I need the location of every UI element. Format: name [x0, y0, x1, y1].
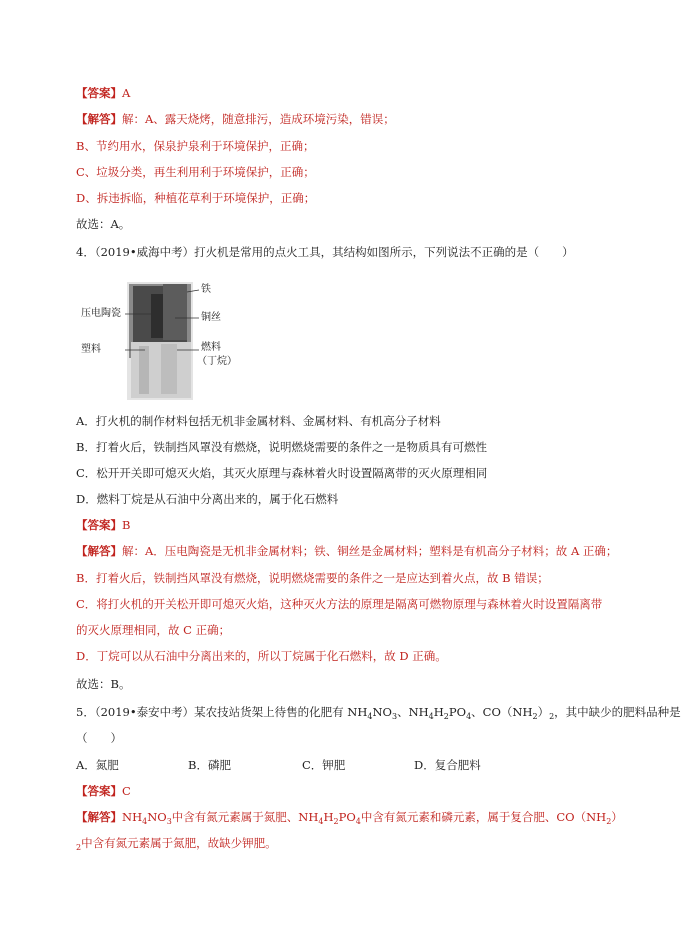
analysis-label: 【解答】	[76, 112, 122, 126]
analysis-label: 【解答】	[76, 810, 122, 824]
answer-label: 【答案】	[76, 86, 122, 100]
question-number: 4．	[76, 245, 95, 259]
question-text: 打火机是常用的点火工具，其结构如图所示，下列说法不正确的是（ ）	[194, 245, 574, 259]
q5-stem: 5．（2019•泰安中考）某农技站货架上待售的化肥有 $NH_4NO_3$、$NH_4H_2PO_4$、$CO(NH_2)_2$，其中缺少的肥料品种是	[76, 705, 681, 721]
question-source: （2019•泰安中考）	[94, 705, 195, 719]
q4-analysis-line-1: 【解答】解：A．压电陶瓷是无机非金属材料；铁、铜丝是金属材料；塑料是有机高分子材料；故 A 正确；	[76, 544, 618, 558]
q4-analysis-line-5: D．丁烷可以从石油中分离出来的，所以丁烷属于化石燃料，故 D 正确。	[76, 649, 447, 663]
q5-options	[76, 757, 481, 773]
answer-value: A	[122, 86, 131, 100]
q3-analysis-line-2: B、节约用水，保泉护泉利于环境保护，正确；	[76, 139, 315, 153]
q4-option-d: D．燃料丁烷是从石油中分离出来的，属于化石燃料	[76, 492, 339, 506]
label-copper-wire: 铜丝	[201, 312, 221, 323]
q4-analysis-line-3: C．将打火机的开关松开即可熄灭火焰，这种灭火方法的原理是隔离可燃物原理与森林着火时设置隔离带	[76, 597, 603, 611]
q5-answer-line	[76, 783, 131, 799]
q5-option-d: D．复合肥料	[414, 758, 481, 772]
q4-stem	[76, 244, 574, 260]
q3-analysis-line-1: 【解答】解：A、露天烧烤，随意排污，造成环境污染，错误；	[76, 112, 395, 126]
label-fuel: 燃料	[201, 342, 221, 353]
q5-answer-blank: （ ）	[76, 731, 122, 745]
label-butane: （丁烷）	[197, 356, 237, 367]
answer-value: C	[122, 784, 131, 798]
q5-option-c: C．钾肥	[302, 758, 346, 772]
q5-option-a: A．氮肥	[76, 758, 119, 772]
q4-analysis-line-4: 的灭火原理相同，故 C 正确；	[76, 623, 231, 637]
q3-analysis-line-4: D、拆违拆临，种植花草利于环境保护，正确；	[76, 191, 316, 205]
q5-option-b: B．磷肥	[188, 758, 231, 772]
q4-option-c: C．松开开关即可熄灭火焰，其灭火原理与森林着火时设置隔离带的灭火原理相同	[76, 466, 488, 480]
q4-option-a: A．打火机的制作材料包括无机非金属材料、金属材料、有机高分子材料	[76, 414, 441, 428]
label-iron: 铁	[201, 284, 211, 295]
q4-option-b: B．打着火后，铁制挡风罩没有燃烧，说明燃烧需要的条件之一是物质具有可燃性	[76, 440, 487, 454]
label-piezo-ceramic: 压电陶瓷	[81, 308, 121, 319]
question-source: （2019•威海中考）	[94, 245, 195, 259]
q3-answer-line	[76, 85, 130, 101]
lighter-illustration	[105, 280, 265, 402]
label-plastic: 塑料	[81, 344, 101, 355]
lighter-figure	[81, 280, 265, 402]
q5-analysis-line-2: $_2$中含有氮元素属于氮肥，故缺少钾肥。	[76, 836, 277, 852]
q4-analysis-line-2: B．打着火后，铁制挡风罩没有燃烧，说明燃烧需要的条件之一是应达到着火点，故 B 错误；	[76, 571, 549, 585]
analysis-label: 【解答】	[76, 544, 122, 558]
q3-analysis-line-3: C、垃圾分类，再生利用利于环境保护，正确；	[76, 165, 315, 179]
answer-label: 【答案】	[76, 518, 122, 532]
question-number: 5．	[76, 705, 95, 719]
q5-analysis-line-1: 【解答】$NH_4NO_3$中含有氮元素属于氮肥、$NH_4H_2PO_4$中含有氮元素和磷元素，属于复合肥、$CO(NH_2)$	[76, 810, 623, 826]
answer-value: B	[122, 518, 131, 532]
q4-answer-line	[76, 517, 130, 533]
answer-label: 【答案】	[76, 784, 122, 798]
q4-conclusion: 故选：B。	[76, 677, 131, 691]
q3-conclusion: 故选：A。	[76, 217, 131, 231]
